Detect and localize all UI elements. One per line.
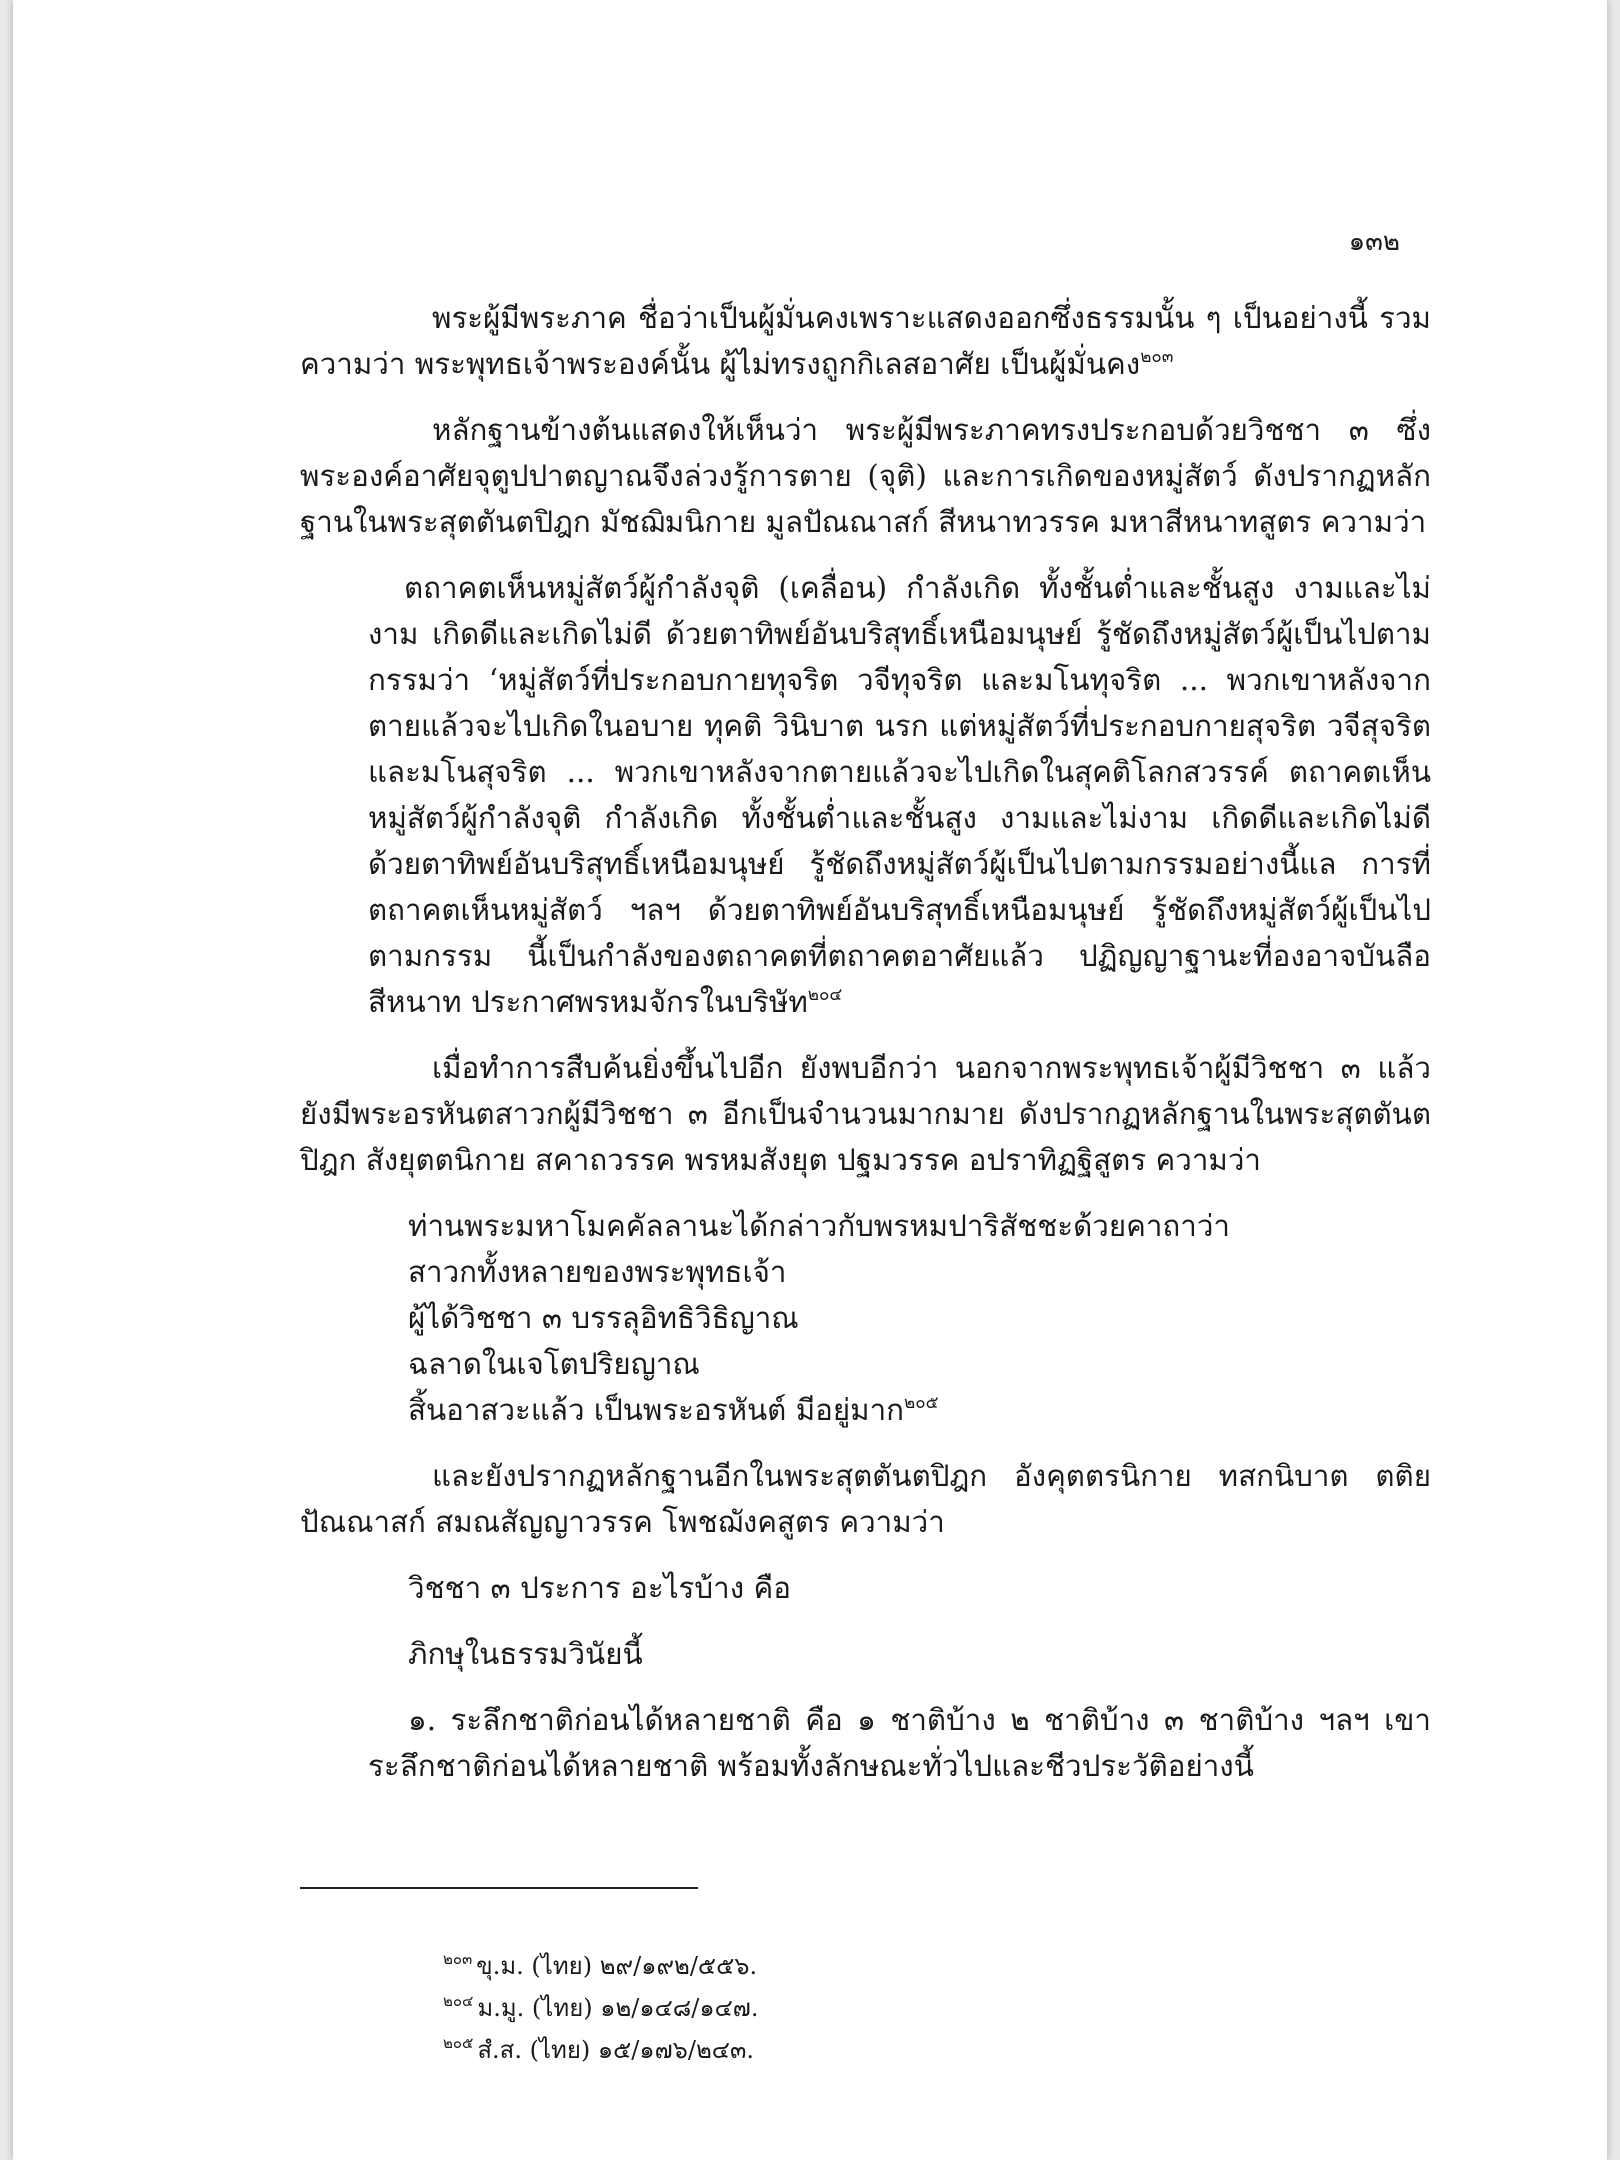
footnote-number: ๒๐๓ [443, 1950, 473, 1968]
paragraph-text: และยังปรากฏหลักฐานอีกในพระสุตตันตปิฎก อังคุตตรนิกาย ทสกนิบาต ตติยปัณณาสก์ สมณสัญญาวรรค โพชฌังคสูตร ความว่า [300, 1459, 1431, 1539]
quote-text: ตถาคตเห็นหมู่สัตว์ผู้กำลังจุติ (เคลื่อน) กำลังเกิด ทั้งชั้นต่ำและชั้นสูง งามและไม่งาม เกิดดีและเกิดไม่ดี ด้วยตาทิพย์อันบริสุทธิ์เหนือมนุษย์ รู้ชัดถึงหมู่สัตว์ผู้เป็นไปตามกรรมว่า ‘หมู่สัตว์ที่ประกอบกายทุจริต วจีทุจริต และมโนทุจริต ... พวกเขาหลังจากตายแล้วจะไปเกิดในอบาย ทุคติ วินิบาต นรก แต่หมู่สัตว์ที่ประกอบกายสุจริต วจีสุจริต และมโนสุจริต ... พวกเขาหลังจากตายแล้วจะไปเกิดในสุคติโลกสวรรค์ ตถาคตเห็นหมู่สัตว์ผู้กำลังจุติ กำลังเกิด ทั้งชั้นต่ำและชั้นสูง งามและไม่งาม เกิดดีและเกิดไม่ดี ด้วยตาทิพย์อันบริสุทธิ์เหนือมนุษย์ รู้ชัดถึงหมู่สัตว์ผู้เป็นไปตามกรรมอย่างนี้แล การที่ตถาคตเห็นหมู่สัตว์ ฯลฯ ด้วยตาทิพย์อันบริสุทธิ์เหนือมนุษย์ รู้ชัดถึงหมู่สัตว์ผู้เป็นไปตามกรรม นี้เป็นกำลังของตถาคตที่ตถาคตอาศัยแล้ว ปฏิญญาฐานะที่องอาจบันลือสีหนาท ประกาศพรหมจักรในบริษัท [368, 571, 1431, 1019]
footnote [443, 1987, 758, 2029]
quote-line: วิชชา ๓ ประการ อะไรบ้าง คือ [408, 1571, 791, 1605]
quote-line: ภิกษุในธรรมวินัยนี้ [408, 1637, 643, 1671]
verse-line: ฉลาดในเจโตปริยญาณ [408, 1347, 700, 1381]
paragraph-text: เมื่อทำการสืบค้นยิ่งขึ้นไปอีก ยังพบอีกว่า นอกจากพระพุทธเจ้าผู้มีวิชชา ๓ แล้ว ยังมีพระอรหันตสาวกผู้มีวิชชา ๓ อีกเป็นจำนวนมากมาย ดังปรากฏหลักฐานในพระสุตตันตปิฎก สังยุตตนิกาย สคาถวรรค พรหมสังยุต ปฐมวรรค อปราทิฏฐิสูตร ความว่า [300, 1051, 1431, 1177]
numbered-item: ๑. ระลึกชาติก่อนได้หลายชาติ คือ ๑ ชาติบ้าง ๒ ชาติบ้าง ๓ ชาติบ้าง ฯลฯ เขาระลึกชาติก่อนได้หลายชาติ พร้อมทั้งลักษณะทั่วไปและชีวประวัติอย่างนี้ [368, 1703, 1431, 1783]
footnote-divider [300, 1887, 698, 1889]
footnote-text: ขุ.ม. (ไทย) ๒๙/๑๙๒/๕๕๖. [476, 1952, 758, 1980]
verse-line: สาวกทั้งหลายของพระพุทธเจ้า [408, 1255, 787, 1289]
footnote-ref: ๒๐๓ [1140, 347, 1174, 367]
paragraph-text: หลักฐานข้างต้นแสดงให้เห็นว่า พระผู้มีพระภาคทรงประกอบด้วยวิชชา ๓ ซึ่งพระองค์อาศัยจุตูปปาตญาณจึงล่วงรู้การตาย (จุติ) และการเกิดของหมู่สัตว์ ดังปรากฏหลักฐานในพระสุตตันตปิฎก มัชฌิมนิกาย มูลปัณณาสก์ สีหนาทวรรค มหาสีหนาทสูตร ความว่า [300, 413, 1431, 539]
document-page [13, 0, 1607, 2160]
footnote [443, 1945, 758, 1987]
verse-block [408, 1203, 1431, 1433]
footnote-ref: ๒๐๔ [807, 985, 843, 1005]
paragraph-text: พระผู้มีพระภาค ชื่อว่าเป็นผู้มั่นคงเพราะแสดงออกซึ่งธรรมนั้น ๆ เป็นอย่างนี้ รวมความว่า พระพุทธเจ้าพระองค์นั้น ผู้ไม่ทรงถูกกิเลสอาศัย เป็นผู้มั่นคง [300, 301, 1431, 381]
paragraph [300, 407, 1431, 545]
footnote-ref: ๒๐๕ [904, 1393, 939, 1413]
document-body [300, 295, 1431, 1809]
verse-line-text: สิ้นอาสวะแล้ว เป็นพระอรหันต์ มีอยู่มาก [408, 1393, 905, 1427]
block-quote [368, 565, 1431, 1025]
page-number: ๑๓๒ [1348, 227, 1400, 257]
verse-line-last [408, 1387, 1431, 1433]
footnote [443, 2029, 758, 2071]
verse-line: ผู้ได้วิชชา ๓ บรรลุอิทธิวิธิญาณ [408, 1301, 799, 1335]
paragraph [300, 1453, 1431, 1545]
footnote-text: ม.มู. (ไทย) ๑๒/๑๔๘/๑๔๗. [477, 1994, 759, 2022]
footnotes [443, 1945, 758, 2071]
paragraph [300, 295, 1431, 387]
footnote-text: สํ.ส. (ไทย) ๑๕/๑๗๖/๒๔๓. [477, 2036, 755, 2064]
paragraph [300, 1045, 1431, 1183]
footnote-number: ๒๐๕ [443, 2034, 474, 2052]
footnote-number: ๒๐๔ [443, 1992, 474, 2010]
verse-line: ท่านพระมหาโมคคัลลานะได้กล่าวกับพรหมปาริสัชชะด้วยคาถาว่า [408, 1209, 1230, 1243]
